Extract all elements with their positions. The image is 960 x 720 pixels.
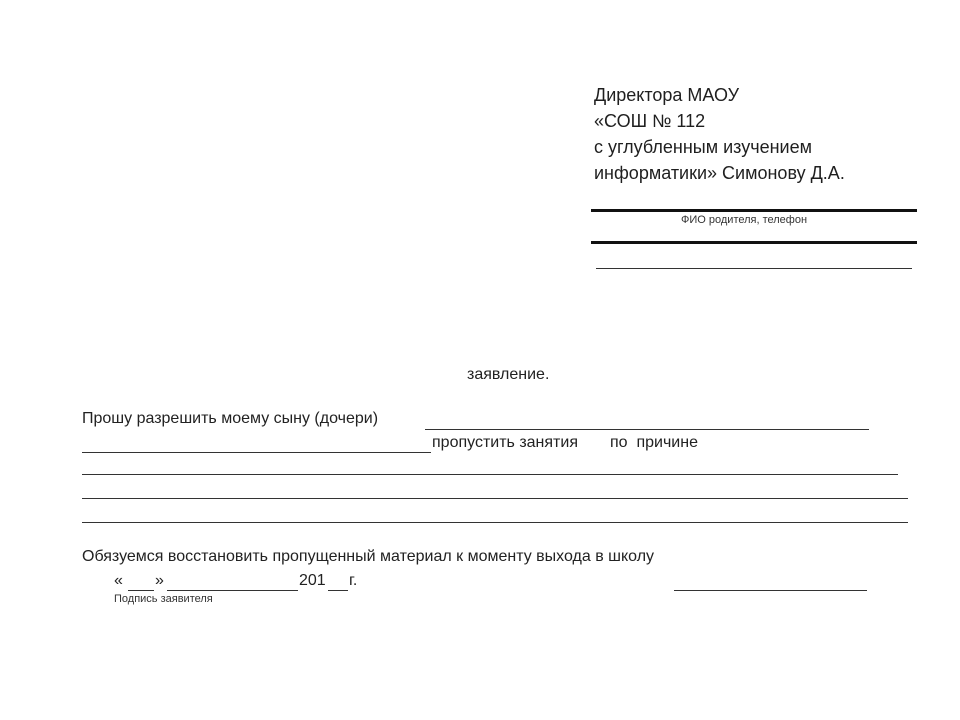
addressee-line-2: «СОШ № 112 (594, 111, 706, 131)
child-name-field-continued[interactable] (82, 452, 431, 453)
date-year-suffix: г. (349, 572, 358, 589)
date-open-quote: « (114, 572, 123, 589)
date-close-quote: » (155, 572, 164, 589)
reason-line-1[interactable] (82, 474, 898, 475)
reason-line-3[interactable] (82, 522, 908, 523)
addressee-line-3: с углубленным изучением (594, 137, 812, 157)
date-year-field[interactable] (328, 590, 348, 591)
commitment-text: Обязуемся восстановить пропущенный материал к моменту выхода в школу (82, 548, 655, 565)
signature-caption: Подпись заявителя (114, 593, 213, 605)
date-day-field[interactable] (128, 590, 154, 591)
addressee-line-1: Директора МАОУ (594, 85, 740, 105)
addressee-line-4: информатики» Симонову Д.А. (594, 163, 845, 183)
parent-phone-line[interactable] (591, 241, 917, 244)
request-text: Прошу разрешить моему сыну (дочери) (82, 410, 379, 427)
reason-label: по причине (610, 434, 698, 451)
parent-name-caption: ФИО родителя, телефон (681, 214, 808, 226)
child-name-field[interactable] (425, 429, 869, 430)
extra-line[interactable] (596, 268, 912, 269)
date-month-field[interactable] (167, 590, 298, 591)
reason-line-2[interactable] (82, 498, 908, 499)
date-year-prefix: 201 (299, 572, 326, 589)
document-title: заявление. (467, 366, 550, 383)
signature-field[interactable] (674, 590, 867, 591)
skip-classes-text: пропустить занятия (432, 434, 578, 451)
parent-name-line[interactable] (591, 209, 917, 212)
